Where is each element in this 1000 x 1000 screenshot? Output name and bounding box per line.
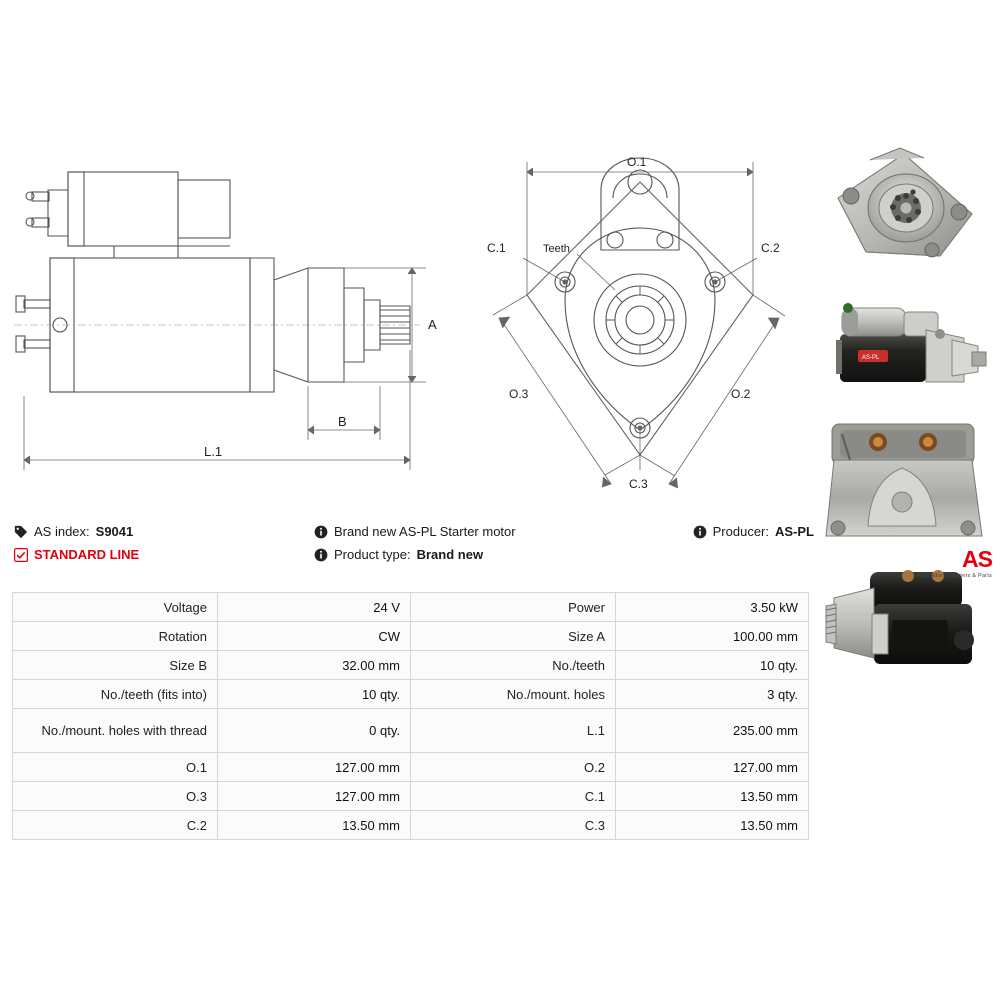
technical-drawings <box>0 0 820 515</box>
spec-key: Rotation <box>13 622 218 651</box>
specifications-table <box>12 592 809 840</box>
spec-key: C.2 <box>13 811 218 840</box>
spec-value: 10 qty. <box>218 680 411 709</box>
product-photo-gallery <box>812 140 994 684</box>
producer <box>694 524 814 539</box>
spec-value: 235.00 mm <box>616 709 809 753</box>
product-description <box>314 524 694 539</box>
standard-line-badge <box>14 547 314 562</box>
spec-key: C.1 <box>411 782 616 811</box>
table-row <box>13 593 809 622</box>
spec-value: CW <box>218 622 411 651</box>
product-description-text: Brand new AS-PL Starter motor <box>334 524 516 539</box>
table-row <box>13 709 809 753</box>
dim-c2-label: C.2 <box>761 241 780 255</box>
spec-value: 13.50 mm <box>616 782 809 811</box>
standard-line-label: STANDARD LINE <box>34 547 140 562</box>
info-icon <box>693 525 707 539</box>
dim-l1-label: L.1 <box>204 444 223 459</box>
as-index-value: S9041 <box>95 524 134 539</box>
spec-key: No./mount. holes with thread <box>13 709 218 753</box>
starter-drive-end-view[interactable] <box>812 140 994 270</box>
dim-b-label: B <box>338 414 347 429</box>
spec-value: 24 V <box>218 593 411 622</box>
dim-o3-label: O.3 <box>509 387 529 401</box>
spec-key: C.3 <box>411 811 616 840</box>
spec-key: No./teeth (fits into) <box>13 680 218 709</box>
dim-c3-label: C.3 <box>629 477 648 491</box>
svg-text:AS-PL: AS-PL <box>862 355 880 361</box>
product-info-row <box>14 524 814 562</box>
info-spacer <box>694 547 814 562</box>
spec-key: L.1 <box>411 709 616 753</box>
spec-value: 13.50 mm <box>616 811 809 840</box>
spec-key: Power <box>411 593 616 622</box>
spec-value: 10 qty. <box>616 651 809 680</box>
starter-solenoid-top-view[interactable] <box>812 416 994 546</box>
tag-icon <box>14 525 28 539</box>
spec-key: O.1 <box>13 753 218 782</box>
spec-value: 3.50 kW <box>616 593 809 622</box>
as-index-label: AS index: <box>34 524 90 539</box>
spec-value: 127.00 mm <box>616 753 809 782</box>
product-type <box>314 547 694 562</box>
spec-key: O.3 <box>13 782 218 811</box>
table-row <box>13 651 809 680</box>
teeth-label: Teeth <box>543 243 570 255</box>
starter-side-view-drawing <box>8 140 458 500</box>
starter-front-view-drawing <box>465 130 815 510</box>
checkbox-icon <box>14 548 28 562</box>
spec-value: 127.00 mm <box>218 782 411 811</box>
spec-value: 127.00 mm <box>218 753 411 782</box>
product-type-value: Brand new <box>416 547 484 562</box>
dim-o1-label: O.1 <box>627 155 647 169</box>
table-row <box>13 622 809 651</box>
spec-value: 3 qty. <box>616 680 809 709</box>
table-row <box>13 782 809 811</box>
spec-key: Size A <box>411 622 616 651</box>
spec-key: O.2 <box>411 753 616 782</box>
product-type-label: Product type: <box>334 547 411 562</box>
starter-side-view[interactable] <box>812 278 994 408</box>
spec-key: No./mount. holes <box>411 680 616 709</box>
spec-value: 13.50 mm <box>218 811 411 840</box>
spec-value: 0 qty. <box>218 709 411 753</box>
as-index <box>14 524 314 539</box>
aspl-logo-subtitle: Alternators, Starters & Parts <box>916 573 992 579</box>
table-row <box>13 753 809 782</box>
spec-key: No./teeth <box>411 651 616 680</box>
table-row <box>13 811 809 840</box>
info-icon <box>314 525 328 539</box>
producer-label: Producer: <box>712 524 769 539</box>
dim-c1-label: C.1 <box>487 241 506 255</box>
spec-value: 100.00 mm <box>616 622 809 651</box>
producer-value: AS-PL <box>775 524 814 539</box>
spec-key: Voltage <box>13 593 218 622</box>
aspl-logo <box>872 548 992 579</box>
dim-a-label: A <box>428 317 437 332</box>
aspl-logo-mark: AS <box>962 546 992 572</box>
dim-o2-label: O.2 <box>731 387 751 401</box>
spec-key: Size B <box>13 651 218 680</box>
spec-value: 32.00 mm <box>218 651 411 680</box>
table-row <box>13 680 809 709</box>
info-icon <box>314 548 328 562</box>
